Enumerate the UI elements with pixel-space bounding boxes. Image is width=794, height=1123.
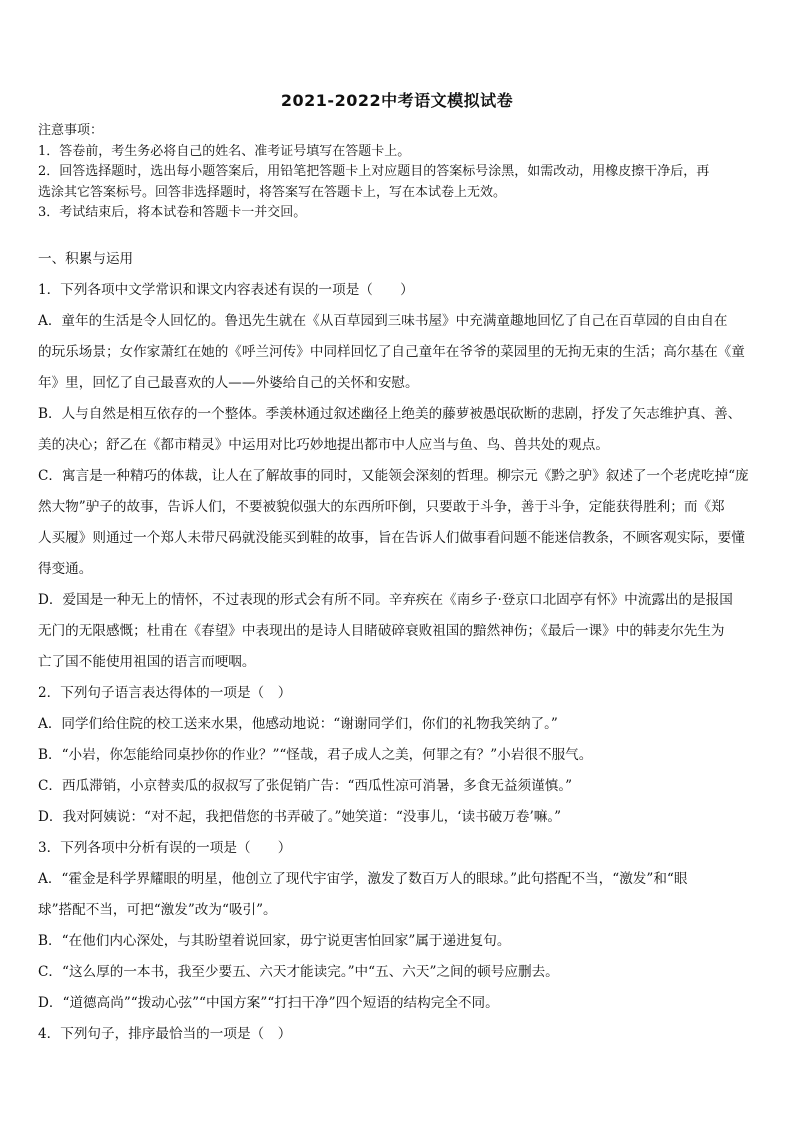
- question-1-option-c: 得变通。: [38, 561, 93, 577]
- question-3-option-a: 球”搭配不当，可把“激发”改为“吸引”。: [38, 902, 277, 918]
- question-3-option-d: D．“道德高尚”“拨动心弦”“中国方案”“打扫干净”四个短语的结构完全不同。: [38, 995, 499, 1011]
- question-1-option-d: D．爱国是一种无上的情怀，不过表现的形式会有所不同。辛弃疾在《南乡子·登京口北固亭有怀》中流露出的是报国: [38, 592, 733, 608]
- question-1-option-c: 然大物”驴子的故事，告诉人们，不要被貌似强大的东西所吓倒，只要敢于斗争，善于斗争，定能获得胜利；而《郑: [38, 499, 725, 515]
- question-2-option-b: B．“小岩，你怎能给同桌抄你的作业？”“怪哉，君子成人之美，何罪之有？”小岩很不服气。: [38, 747, 593, 763]
- instruction-line: 2．回答选择题时，选出每小题答案后，用铅笔把答题卡上对应题目的答案标号涂黑，如需改动，用橡皮擦干净后，再: [38, 164, 710, 179]
- question-2-option-d: D．我对阿姨说：“对不起，我把借您的书弄破了。”她笑道：“没事儿，‘读书破万卷’嘛。”: [38, 809, 562, 825]
- instruction-line: 1．答卷前，考生务必将自己的姓名、准考证号填写在答题卡上。: [38, 143, 411, 159]
- question-3-option-b: B．“在他们内心深处，与其盼望着说回家，毋宁说更害怕回家”属于递进复句。: [38, 933, 511, 949]
- question-4-stem: 4．下列句子，排序最恰当的一项是（ ）: [38, 1026, 292, 1042]
- question-1-option-b: B．人与自然是相互依存的一个整体。季羡林通过叙述幽径上绝美的藤萝被愚氓砍断的悲剧，抒发了矢志维护真、善、: [38, 406, 742, 422]
- question-1-option-c: C．寓言是一种精巧的体裁，让人在了解故事的同时，又能领会深刻的哲理。柳宗元《黔之驴》叙述了一个老虎吃掉“庞: [38, 468, 749, 484]
- question-3-option-c: C．“这么厚的一本书，我至少要五、六天才能读完。”中“五、六天”之间的顿号应删去。: [38, 964, 559, 980]
- question-1-option-a: 年》里，回忆了自己最喜欢的人——外婆给自己的关怀和安慰。: [38, 375, 419, 391]
- question-2-stem: 2．下列句子语言表达得体的一项是（ ）: [38, 685, 292, 701]
- question-1-option-b: 美的决心；舒乙在《都市精灵》中运用对比巧妙地提出都市中人应当与鱼、鸟、兽共处的观点。: [38, 437, 609, 453]
- instruction-line: 3．考试结束后，将本试卷和答题卡一并交回。: [38, 205, 307, 220]
- question-3-option-a: A．“霍金是科学界耀眼的明星，他创立了现代宇宙学，激发了数百万人的眼球。”此句搭配不当，“激发”和“眼: [38, 871, 688, 887]
- page-title: 2021-2022中考语文模拟试卷: [280, 91, 514, 110]
- section-heading: 一、积累与运用: [38, 251, 134, 267]
- question-2-option-c: C．西瓜滞销，小京替卖瓜的叔叔写了张促销广告：“西瓜性凉可消暑，多食无益须谨慎。”: [38, 778, 573, 794]
- instruction-line: 选涂其它答案标号。回答非选择题时，将答案写在答题卡上，写在本试卷上无效。: [38, 184, 507, 200]
- question-1-option-d: 无门的无限感慨；杜甫在《春望》中表现出的是诗人目睹破碎衰败祖国的黯然神伤；《最后一课》中的韩麦尔先生为: [38, 623, 725, 639]
- exam-body: [38, 244, 760, 1050]
- question-1-stem: 1．下列各项中文学常识和课文内容表述有误的一项是（ ）: [38, 282, 414, 298]
- instructions-heading: 注意事项：: [38, 123, 104, 138]
- question-3-stem: 3．下列各项中分析有误的一项是（ ）: [38, 840, 292, 856]
- question-2-option-a: A．同学们给住院的校工送来水果，他感动地说：“谢谢同学们，你们的礼物我笑纳了。”: [38, 716, 558, 732]
- instructions: [38, 121, 760, 224]
- question-1-option-d: 亡了国不能使用祖国的语言而哽咽。: [38, 654, 256, 670]
- question-1-option-a: 的玩乐场景；女作家萧红在她的《呼兰河传》中同样回忆了自己童年在爷爷的菜园里的无拘无束的生活；高尔基在《童: [38, 344, 745, 360]
- question-1-option-a: A．童年的生活是令人回忆的。鲁迅先生就在《从百草园到三味书屋》中充满童趣地回忆了自己在百草园的自由自在: [38, 313, 728, 329]
- question-1-option-c: 人买履》则通过一个郑人未带尺码就没能买到鞋的故事，旨在告诉人们做事看问题不能迷信教条，不顾客观实际，要懂: [38, 530, 745, 546]
